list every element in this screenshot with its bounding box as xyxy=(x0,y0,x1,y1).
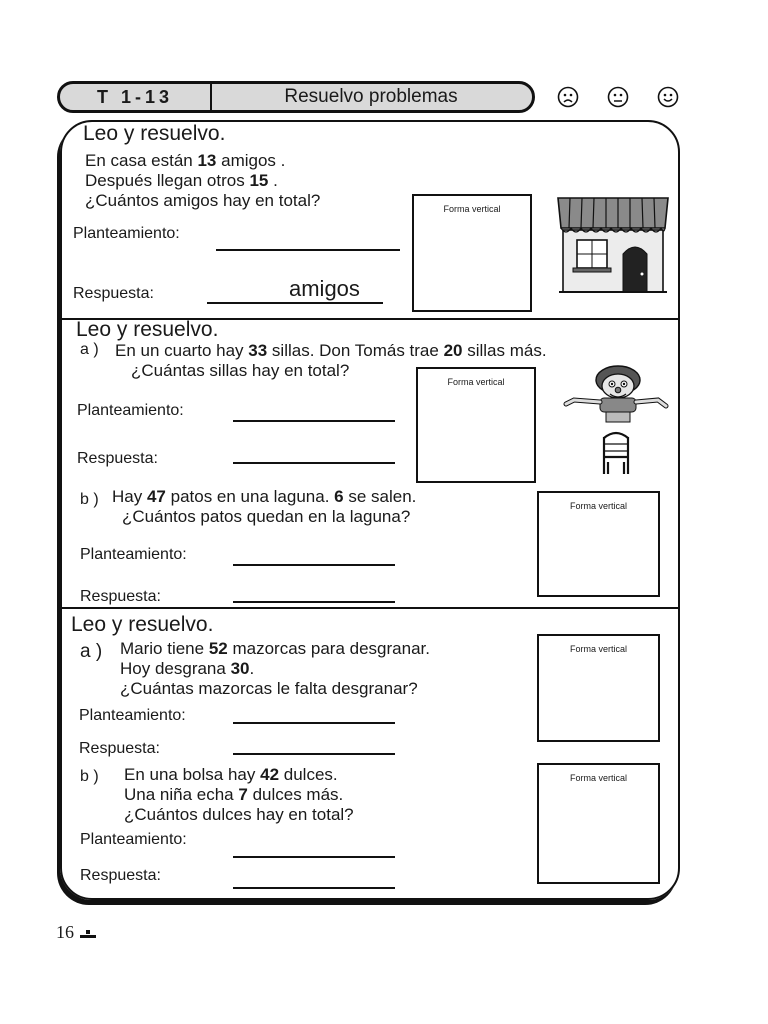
respuesta-input-line[interactable] xyxy=(233,601,395,603)
problem-line: ¿Cuántos patos quedan en la laguna? xyxy=(122,507,411,526)
problem-line: ¿Cuántas sillas hay en total? xyxy=(131,361,350,380)
planteamiento-input-line[interactable] xyxy=(233,722,395,724)
respuesta-input-line[interactable] xyxy=(233,887,395,889)
planteamiento-input-line[interactable] xyxy=(233,420,395,422)
problem-line: En casa están 13 amigos . xyxy=(85,151,286,170)
worksheet-title: Resuelvo problemas xyxy=(284,86,458,107)
item-marker-b: b ) xyxy=(80,491,99,508)
section-1-title: Leo y resuelvo. xyxy=(83,122,226,145)
section-3b-problem xyxy=(124,765,354,825)
problem-line: ¿Cuántos dulces hay en total? xyxy=(124,805,354,824)
problem-line: Después llegan otros 15 . xyxy=(85,171,278,190)
planteamiento-label: Planteamiento: xyxy=(79,707,186,724)
work-box-label: Forma vertical xyxy=(569,773,627,783)
respuesta-label: Respuesta: xyxy=(73,285,154,302)
house-illustration xyxy=(555,192,671,300)
problem-line: Hay 47 patos en una laguna. 6 se salen. xyxy=(112,487,417,506)
section-divider xyxy=(60,607,680,609)
happy-face-icon[interactable] xyxy=(657,86,679,108)
work-box-label: Forma vertical xyxy=(443,204,501,214)
sad-face-icon[interactable] xyxy=(557,86,579,108)
problem-line: ¿Cuántas mazorcas le falta desgranar? xyxy=(120,679,418,698)
work-box[interactable] xyxy=(537,634,660,742)
planteamiento-label: Planteamiento: xyxy=(80,546,187,563)
problem-line: Mario tiene 52 mazorcas para desgranar. xyxy=(120,639,430,658)
section-2b-problem xyxy=(112,487,416,527)
section-3a-problem xyxy=(120,639,430,699)
planteamiento-label: Planteamiento: xyxy=(73,225,180,242)
respuesta-label: Respuesta: xyxy=(80,588,161,605)
planteamiento-input-line[interactable] xyxy=(233,564,395,566)
problem-line: En una bolsa hay 42 dulces. xyxy=(124,765,338,784)
respuesta-input-line[interactable] xyxy=(207,302,383,304)
work-box-label: Forma vertical xyxy=(569,644,627,654)
problem-line: Hoy desgrana 30. xyxy=(120,659,255,678)
work-box-label: Forma vertical xyxy=(447,377,505,387)
respuesta-label: Respuesta: xyxy=(77,450,158,467)
planteamiento-input-line[interactable] xyxy=(216,249,400,251)
respuesta-input-line[interactable] xyxy=(233,462,395,464)
item-marker-a: a ) xyxy=(80,641,103,662)
planteamiento-input-line[interactable] xyxy=(233,856,395,858)
boy-with-chair-illustration xyxy=(560,362,672,478)
problem-line: ¿Cuántos amigos hay en total? xyxy=(85,191,321,210)
section-2-title: Leo y resuelvo. xyxy=(76,318,219,341)
page-ornament-icon xyxy=(79,929,97,939)
respuesta-label: Respuesta: xyxy=(79,740,160,757)
item-marker-a: a ) xyxy=(80,341,99,358)
section-3-title: Leo y resuelvo. xyxy=(71,613,214,636)
item-marker-b: b ) xyxy=(80,768,99,785)
work-box[interactable] xyxy=(416,367,536,483)
planteamiento-label: Planteamiento: xyxy=(80,831,187,848)
respuesta-input-line[interactable] xyxy=(233,753,395,755)
problem-line: Una niña echa 7 dulces más. xyxy=(124,785,344,804)
problem-line: En un cuarto hay 33 sillas. Don Tomás trae 20 sillas más. xyxy=(115,341,547,360)
section-1-problem xyxy=(85,151,320,211)
work-box[interactable] xyxy=(537,491,660,597)
work-box[interactable] xyxy=(412,194,532,312)
planteamiento-label: Planteamiento: xyxy=(77,402,184,419)
work-box[interactable] xyxy=(537,763,660,884)
respuesta-label: Respuesta: xyxy=(80,867,161,884)
page-number xyxy=(56,922,97,943)
worksheet-header xyxy=(57,81,535,113)
respuesta-unit: amigos xyxy=(289,276,360,301)
page-number-text: 16 xyxy=(56,922,74,942)
lesson-code: T 1-13 xyxy=(60,84,212,110)
work-box-label: Forma vertical xyxy=(569,501,627,511)
neutral-face-icon[interactable] xyxy=(607,86,629,108)
